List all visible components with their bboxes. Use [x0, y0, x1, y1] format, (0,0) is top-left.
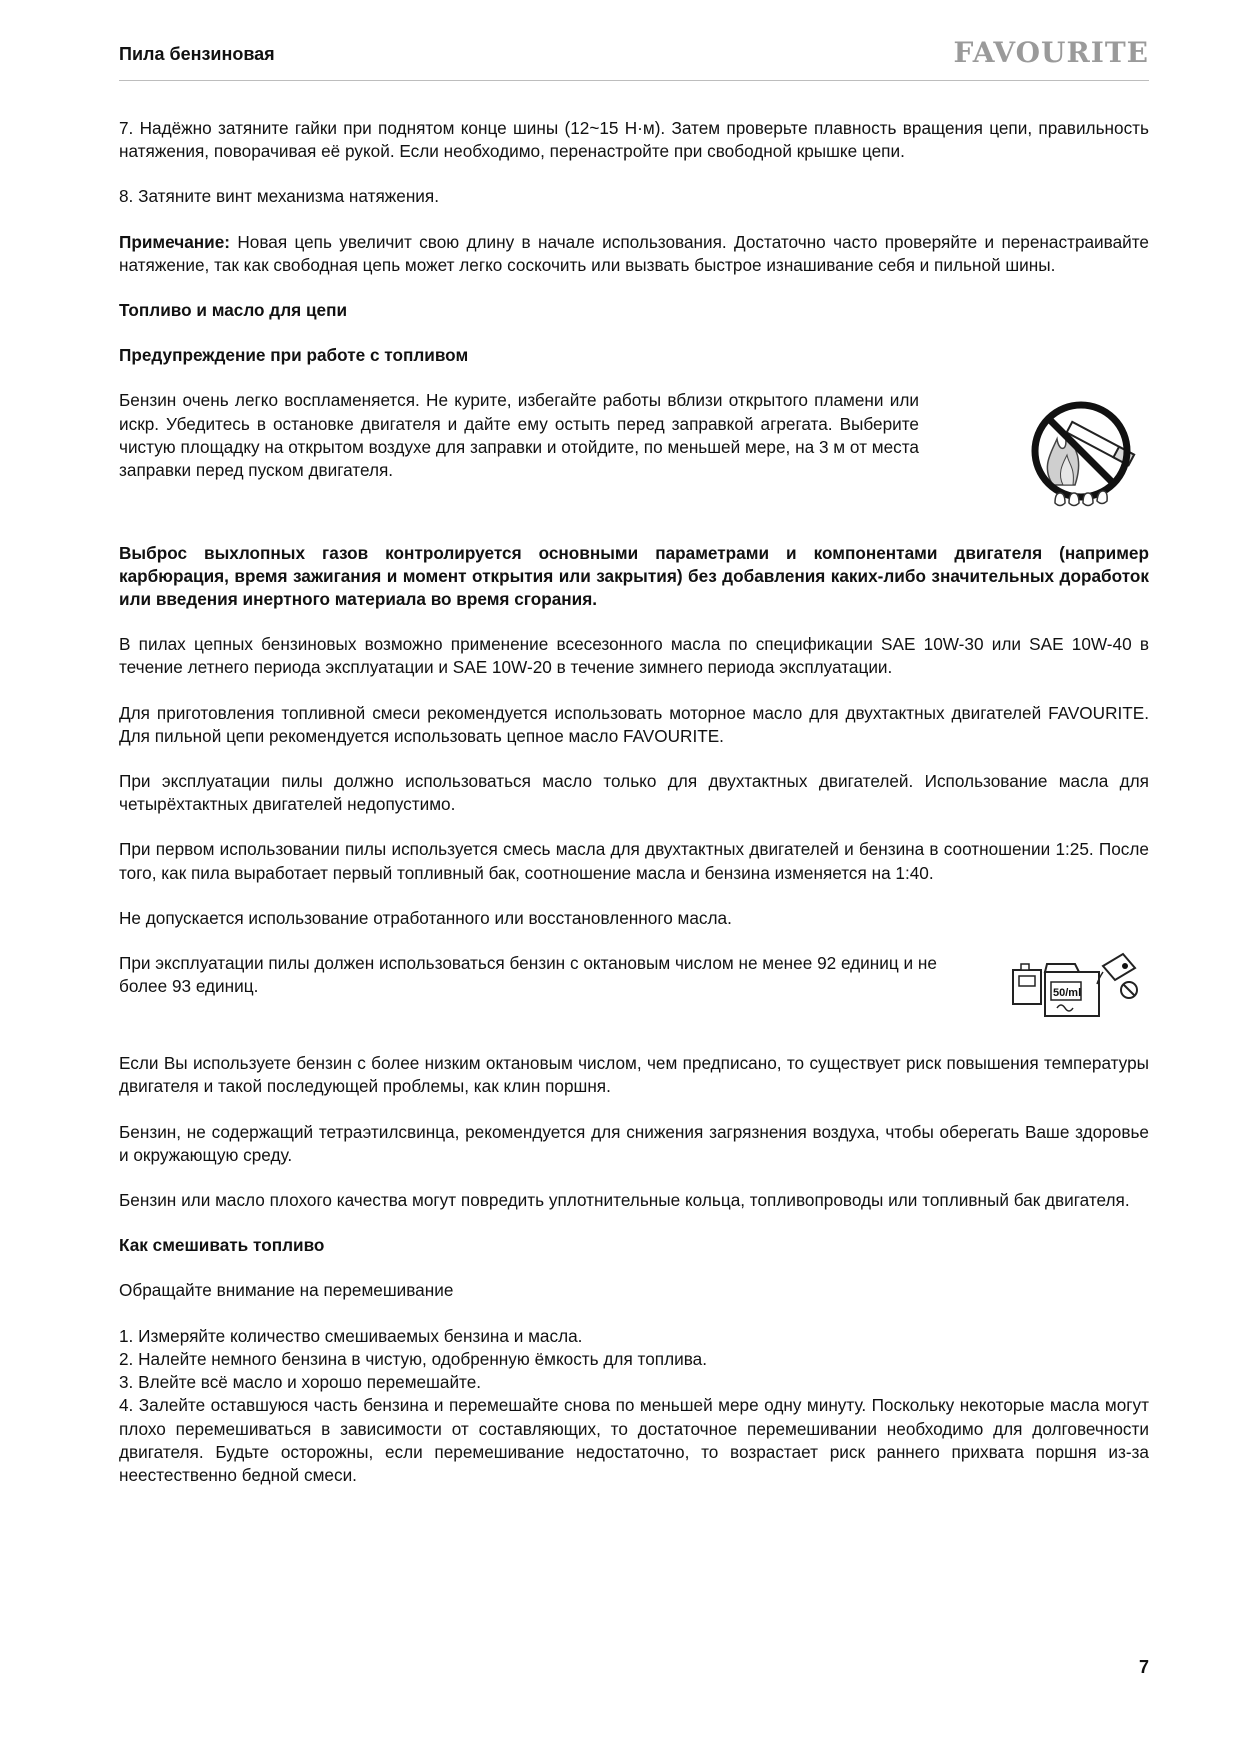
fuel-mix-icon [1007, 952, 1147, 1024]
page-header-title: Пила бензиновая [119, 44, 275, 64]
list-item: 3. Влейте всё масло и хорошо перемешайте. [119, 1372, 482, 1393]
page-body [119, 117, 1149, 1509]
paragraph-bad-quality: Бензин или масло плохого качества могут повредить уплотнительные кольца, топливопроводы или топливный бак двигателя. [119, 1190, 1130, 1211]
paragraph-fire-warning: Бензин очень легко воспламеняется. Не курите, избегайте работы вблизи открытого пламени или искр. Убедитесь в остановке двигателя и дайте ему остыть перед заправкой агрегата. Выберите чистую площадку на открытом воздухе для заправки и отойдите, по меньшей мере, на 3 м от места заправки перед пуском двигателя. [119, 390, 919, 481]
note-text: Новая цепь увеличит свою длину в начале использования. Достаточно часто проверяйте и перенастраивайте натяжение, так как свободная цепь может легко соскочить или вызвать быстрое изнашивание себя и пильной шины. [119, 231, 1149, 275]
paragraph-octane: При эксплуатации пилы должен использоваться бензин с октановым числом не менее 92 единиц и не более 93 единиц. [119, 953, 937, 997]
note-paragraph [119, 231, 1149, 277]
can-label: 50/ml [1053, 987, 1082, 1000]
fire-warning-row [119, 389, 1149, 519]
paragraph-no-used-oil: Не допускается использование отработанного или восстановленного масла. [119, 907, 732, 928]
paragraph-unleaded: Бензин, не содержащий тетраэтилсвинца, рекомендуется для снижения загрязнения воздуха, чтобы оберегать Ваше здоровье и окружающую среду. [119, 1121, 1149, 1165]
heading-fuel-oil: Топливо и масло для цепи [119, 300, 348, 321]
heading-how-to-mix: Как смешивать топливо [119, 1235, 325, 1256]
heading-fuel-warning: Предупреждение при работе с топливом [119, 345, 469, 366]
paragraph-step-7: 7. Надёжно затяните гайки при поднятом конце шины (12~15 Н·м). Затем проверьте плавность вращения цепи, правильность натяжения, поворачивая её рукой. Если необходимо, перенастройте при свободной крышке цепи. [119, 118, 1149, 162]
paragraph-attention: Обращайте внимание на перемешивание [119, 1280, 454, 1301]
list-item: 1. Измеряйте количество смешиваемых бензина и масла. [119, 1325, 583, 1346]
paragraph-oil-spec: В пилах цепных бензиновых возможно применение всесезонного масла по спецификации SAE 10W-30 или SAE 10W-40 в течение летнего периода эксплуатации и SAE 10W-20 в течение зимнего периода эксплуатации. [119, 634, 1149, 678]
octane-row [119, 952, 1149, 1024]
brand-logo: FAVOURITE [953, 36, 1149, 69]
note-label: Примечание: [119, 231, 231, 252]
paragraph-ratio: При первом использовании пилы используется смесь масла для двухтактных двигателей и бензина в соотношении 1:25. После того, как пила выработает первый топливный бак, соотношение масла и бензина изменяется на 1:40. [119, 839, 1149, 883]
list-item: 4. Залейте оставшуюся часть бензина и перемешайте снова по меньшей мере одну минуту. Поскольку некоторые масла могут плохо перемешиваться в зависимости от составляющих, то достаточное перемешивании необходимо для долговечности двигателя. Будьте осторожны, если перемешивание недостаточно, то возрастает риск раннего прихвата поршня из-за неестественно бедной смеси. [119, 1395, 1149, 1485]
paragraph-two-stroke: При эксплуатации пилы должно использоваться масло только для двухтактных двигателей. Использование масла для четырёхтактных двигателей недопустимо. [119, 771, 1149, 815]
page-number: 7 [1138, 1657, 1149, 1677]
paragraph-low-octane: Если Вы используете бензин с более низким октановым числом, чем предписано, то существует риск повышения температуры двигателя и такой последующей проблемы, как клин поршня. [119, 1053, 1149, 1097]
no-smoking-icon [1023, 395, 1143, 519]
list-item: 2. Налейте немного бензина в чистую, одобренную ёмкость для топлива. [119, 1348, 707, 1369]
paragraph-emission: Выброс выхлопных газов контролируется основными параметрами и компонентами двигателя (например карбюрация, время зажигания и момент открытия или закрытия) без добавления каких-либо значительных доработок или введения инертного материала во время сгорания. [119, 542, 1149, 610]
header-divider [119, 80, 1149, 81]
paragraph-mix-recommendation: Для приготовления топливной смеси рекомендуется использовать моторное масло для двухтактных двигателей FAVOURITE. Для пильной цепи рекомендуется использовать цепное масло FAVOURITE. [119, 702, 1149, 746]
paragraph-step-8: 8. Затяните винт механизма натяжения. [119, 186, 439, 207]
mixing-steps-list [119, 1325, 1149, 1487]
